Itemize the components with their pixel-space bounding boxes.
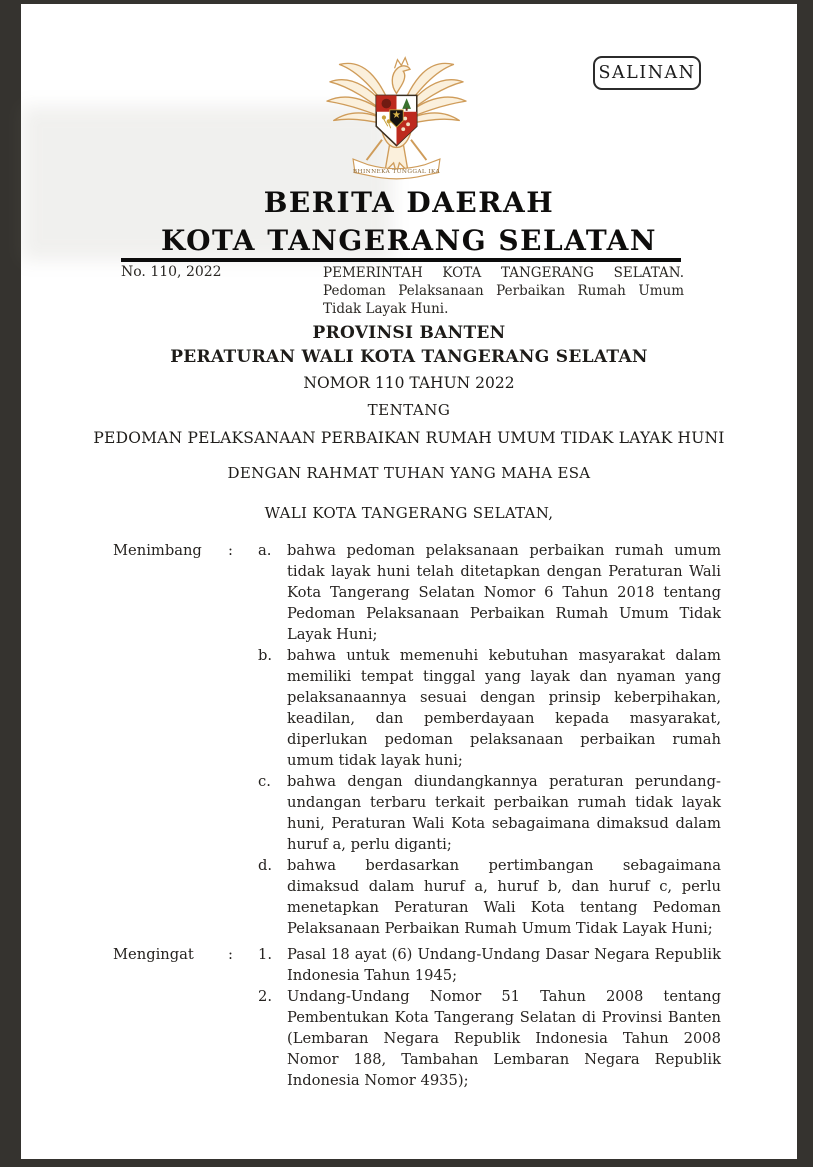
item-marker: c. (258, 773, 271, 790)
garuda-pancasila-svg (324, 49, 469, 189)
regulation-number-heading: NOMOR 110 TAHUN 2022 (303, 374, 515, 392)
invocation-heading: DENGAN RAHMAT TUHAN YANG MAHA ESA (227, 464, 591, 482)
menimbang-item (258, 855, 721, 939)
emblem-motto: BHINNEKA TUNGGAL IKA (352, 169, 441, 176)
item-text: bahwa pedoman pelaksanaan perbaikan rumah umum tidak layak huni telah ditetapkan dengan Peraturan Wali Kota Tangerang Selatan Nomor 6 Tahun 2018 tentang Pedoman Pelaksanaan Perbaikan Rumah Umum Tidak Layak Huni; (287, 542, 721, 643)
item-marker: a. (258, 542, 272, 559)
menimbang-item (258, 540, 721, 645)
item-marker: d. (258, 857, 273, 874)
mengingat-section (113, 944, 721, 1091)
mengingat-items (258, 944, 721, 1091)
province-heading: PROVINSI BANTEN (312, 323, 506, 343)
mengingat-item (258, 944, 721, 986)
item-text: Undang-Undang Nomor 51 Tahun 2008 tentang Pembentukan Kota Tangerang Selatan di Provinsi Banten (Lembaran Negara Republik Indonesia Tahun 2008 Nomor 188, Tambahan Lembaran Negara Republik Indonesia Nomor 4935); (287, 988, 721, 1089)
menimbang-colon: : (228, 542, 233, 559)
issuer-heading: WALI KOTA TANGERANG SELATAN, (264, 504, 554, 522)
menimbang-item (258, 771, 721, 855)
garuda-emblem-icon (324, 49, 469, 189)
menimbang-items (258, 540, 721, 939)
gazette-title-line1: BERITA DAERAH (263, 186, 555, 219)
menimbang-section (113, 540, 721, 939)
eagle-head (392, 66, 410, 94)
gazette-abstract-rest: Pedoman Pelaksanaan Perbaikan Rumah Umum Tidak Layak Huni. (323, 283, 684, 317)
document-page (21, 4, 797, 1159)
salinan-badge-label: SALINAN (598, 63, 696, 83)
gazette-title-line2: KOTA TANGERANG SELATAN (161, 224, 657, 257)
menimbang-item (258, 645, 721, 771)
item-text: Pasal 18 ayat (6) Undang-Undang Dasar Negara Republik Indonesia Tahun 1945; (287, 946, 721, 984)
item-marker: b. (258, 647, 273, 664)
mengingat-label: Mengingat (113, 946, 194, 963)
menimbang-label: Menimbang (113, 542, 202, 559)
regulation-title-heading: PERATURAN WALI KOTA TANGERANG SELATAN (170, 347, 648, 367)
item-text: bahwa untuk memenuhi kebutuhan masyarakat dalam memiliki tempat tinggal yang layak dan nyaman yang pelaksanaannya sesuai dengan prinsip keberpihakan, keadilan, dan pemberdayaan kepada masyarakat, diperlukan pedoman pelaksanaan perbaikan rumah umum tidak layak huni; (287, 647, 721, 769)
pancasila-shield-icon (376, 95, 417, 145)
tentang-heading: TENTANG (367, 401, 451, 419)
gazette-number: No. 110, 2022 (121, 264, 222, 280)
item-marker: 2. (258, 988, 273, 1005)
item-text: bahwa dengan diundangkannya peraturan perundang-undangan terbaru terkait perbaikan rumah tidak layak huni, Peraturan Wali Kota sebagaimana dimaksud dalam huruf a, perlu diganti; (287, 773, 721, 853)
item-marker: 1. (258, 946, 273, 963)
masthead-divider-rule (121, 258, 681, 262)
gazette-abstract (323, 264, 684, 318)
mengingat-item (258, 986, 721, 1091)
salinan-badge (593, 56, 701, 90)
subject-heading: PEDOMAN PELAKSANAAN PERBAIKAN RUMAH UMUM TIDAK LAYAK HUNI (93, 429, 725, 447)
mengingat-colon: : (228, 946, 233, 963)
item-text: bahwa berdasarkan pertimbangan sebagaimana dimaksud dalam huruf a, huruf b, dan huruf c, perlu menetapkan Peraturan Wali Kota tentang Pedoman Pelaksanaan Perbaikan Rumah Umum Tidak Layak Huni; (287, 857, 721, 937)
gazette-abstract-line1: PEMERINTAH KOTA TANGERANG SELATAN. (323, 265, 684, 281)
